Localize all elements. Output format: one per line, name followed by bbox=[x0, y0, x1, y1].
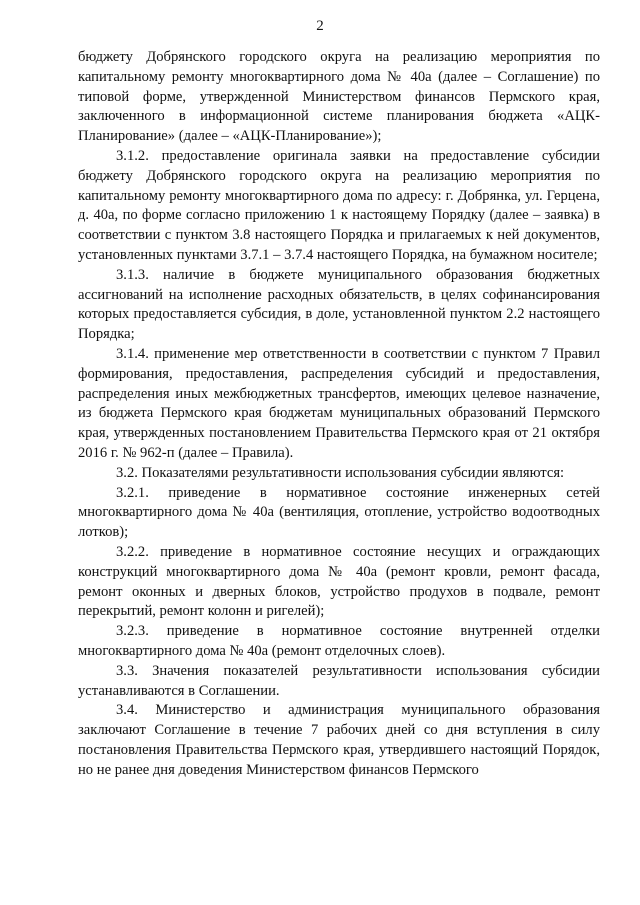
paragraph-continuation: бюджету Добрянского городского округа на реализацию мероприятия по капитальному ремонту многоквартирного дома № 40а (далее – Соглашение) по типовой форме, утвержденной Министерством финансов Пермского края, заключенного в информационной системе планирования бюджета «АЦК-Планирование» (далее – «АЦК-Планирование»); bbox=[78, 49, 600, 145]
paragraph-3-2-1: 3.2.1. приведение в нормативное состояние инженерных сетей многоквартирного дома № 40а (вентиляция, отопление, устройство водоотводных лотков); bbox=[78, 484, 600, 541]
page-number: 2 bbox=[316, 18, 324, 34]
paragraph-3-1-3: 3.1.3. наличие в бюджете муниципального образования бюджетных ассигнований на исполнение расходных обязательств, в целях софинансирования которых предоставляется субсидия, в доле, установленной пунктом 2.2 настоящего Порядка; bbox=[78, 266, 600, 343]
paragraph-3-3: 3.3. Значения показателей результативности использования субсидии устанавливаются в Соглашении. bbox=[78, 662, 600, 699]
paragraph-3-1-2: 3.1.2. предоставление оригинала заявки на предоставление субсидии бюджету Добрянского городского округа на реализацию мероприятия по капитальному ремонту многоквартирного дома по адресу: г. Добрянка, ул. Герцена, д. 40а, по форме согласно приложению 1 к настоящему Порядку (далее – заявка) в соответствии с пунктом 3.8 настоящего Порядка и прилагаемых к ней документов, установленных пунктами 3.7.1 – 3.7.4 настоящего Порядка, на бумажном носителе; bbox=[78, 147, 600, 263]
paragraph-3-1-4: 3.1.4. применение мер ответственности в соответствии с пунктом 7 Правил формирования, предоставления, распределения субсидий и предоставления, распределения иных межбюджетных трансфертов, имеющих целевое назначение, из бюджета Пермского края бюджетам муниципальных образований Пермского края, утвержденных постановлением Правительства Пермского края от 21 октября 2016 г. № 962-п (далее – Правила). bbox=[78, 345, 600, 461]
paragraph-3-2-3: 3.2.3. приведение в нормативное состояние внутренней отделки многоквартирного дома № 40а (ремонт отделочных слоев). bbox=[78, 623, 600, 659]
paragraph-3-4: 3.4. Министерство и администрация муниципального образования заключают Соглашение в течение 7 рабочих дней со дня вступления в силу постановления Правительства Пермского края, утвердившего настоящий Порядок, но не ранее дня доведения Министерством финансов Пермского bbox=[78, 702, 600, 778]
paragraph-3-2: 3.2. Показателями результативности использования субсидии являются: bbox=[116, 464, 565, 481]
document-body bbox=[78, 48, 600, 780]
paragraph-3-2-2: 3.2.2. приведение в нормативное состояние несущих и ограждающих конструкций многоквартирного дома № 40а (ремонт кровли, ремонт фасада, ремонт оконных и дверных блоков, устройство продухов в подвале, ремонт перекрытий, ремонт колонн и ригелей); bbox=[78, 543, 600, 620]
